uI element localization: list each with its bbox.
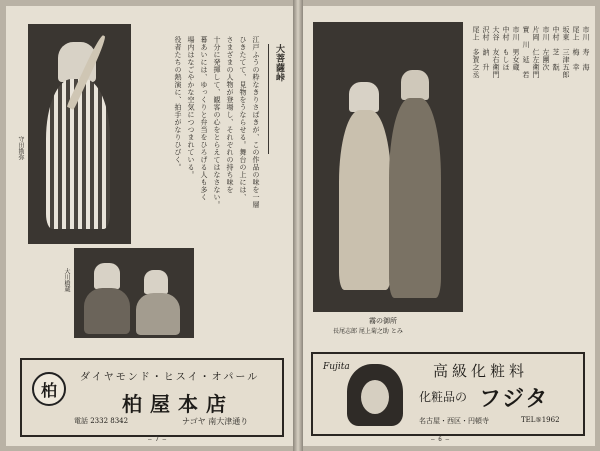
- ad-headline: 高級化粧料: [433, 362, 529, 380]
- ad-tagline: ダイヤモンド・ヒスイ・オパール: [80, 372, 260, 383]
- left-page-number: — 7 —: [148, 436, 167, 443]
- right-page-number: — 6 —: [431, 436, 450, 443]
- photo-actor-standing: [28, 24, 131, 244]
- page-gutter: [293, 0, 303, 451]
- ad-tel: TEL⑤1962: [521, 416, 560, 424]
- ad-fujita: [311, 352, 585, 436]
- article-col-6: 場内はなごやかな空気につつまれている。: [187, 36, 195, 179]
- article-col-7: 役者たちの熱演に、拍手がなりひびく。: [174, 36, 182, 171]
- cast-col-8: 市川 男女蔵: [512, 26, 520, 71]
- ad-name-prefix: 化粧品の: [419, 390, 468, 404]
- fujita-script-logo: Fujita: [323, 362, 350, 372]
- ad-phone: 電話 2332 8342: [74, 417, 129, 425]
- ad-address: 名古屋・西区・円頓寺: [419, 417, 489, 425]
- article-col-3: さまざまの人物が登場し、それぞれの持ち味を: [226, 36, 234, 194]
- ad-store-name: 柏屋本店: [122, 392, 234, 416]
- model-portrait: [347, 364, 403, 426]
- photo-actors-seated: [74, 248, 194, 338]
- cast-col-1: 市川 寿 海: [582, 26, 590, 71]
- ad-brand-name: フジタ: [479, 386, 550, 412]
- cast-col-9: 中村 もしほ: [502, 26, 510, 71]
- cast-col-10: 大谷 友右衛門: [492, 26, 500, 79]
- kashiwaya-logo: 柏: [32, 372, 66, 406]
- cast-col-2: 尾上 梅 幸: [572, 26, 580, 71]
- article-col-5: 幕あいには、ゆっくりと弁当をひろげる人も多く: [200, 36, 208, 201]
- cast-col-7: 實 川 延 若: [522, 26, 530, 79]
- article-col-2: ひきたてて、見物をうならせる。舞台の上には、: [239, 36, 247, 201]
- title-rule: [268, 44, 269, 154]
- cast-col-6: 片岡 仁左衛門: [532, 26, 540, 79]
- left-page: [6, 6, 293, 446]
- article-title: 大菩薩峠: [274, 44, 284, 82]
- article-col-1: 江戸ふうの粋なきりさばきが、この作品の味を一層: [252, 36, 260, 209]
- cast-col-12: 尾上 多賀之丞: [472, 26, 480, 79]
- article-col-4: 十分に発揮して、観客の心をとらえてはなさない。: [213, 36, 221, 209]
- cast-col-11: 沢村 訥 升: [482, 26, 490, 71]
- photo-bottom-caption: 大川橋蔵: [63, 268, 70, 292]
- cast-col-4: 中村 芝 翫: [552, 26, 560, 71]
- right-page: [303, 6, 595, 446]
- cast-col-3: 坂東 三津五郎: [562, 26, 570, 79]
- cast-col-5: 市川 左團次: [542, 26, 550, 71]
- ad-address: ナゴヤ 南大津通り: [182, 417, 249, 426]
- ad-kashiwaya: [20, 358, 284, 437]
- photo-stage-scene: [313, 22, 463, 312]
- photo-caption-sub: 長尾志郎 尾上菊之助 とみ: [333, 328, 403, 335]
- photo-caption-title: 霧の御所: [369, 317, 397, 325]
- photo-top-caption: 守田勘弥: [17, 136, 24, 160]
